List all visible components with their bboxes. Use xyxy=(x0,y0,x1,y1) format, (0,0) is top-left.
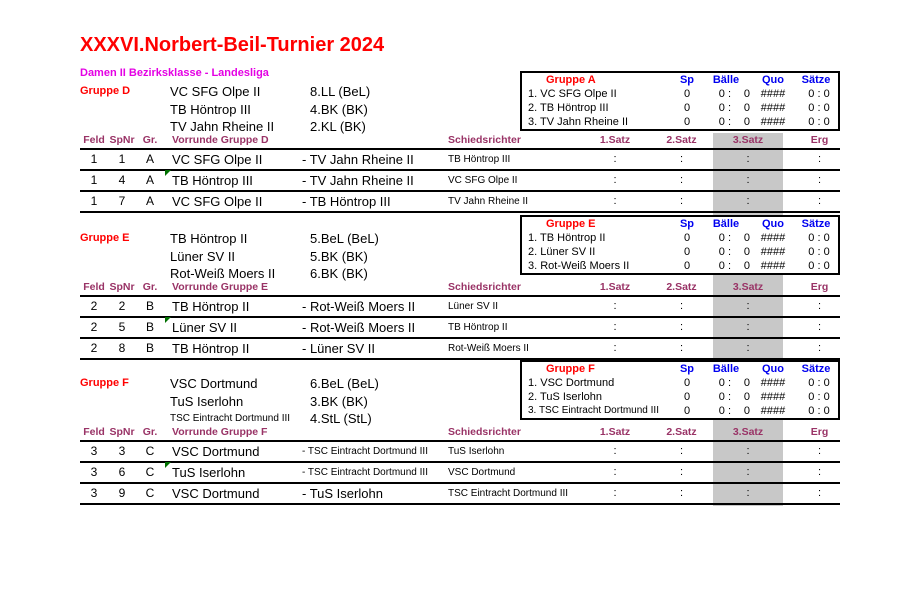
satz1-score-cell[interactable]: : xyxy=(613,300,617,312)
col-feld: Feld xyxy=(83,426,105,438)
standings-title: Gruppe A xyxy=(546,74,596,86)
col-feld: Feld xyxy=(83,281,105,293)
match-team1: Lüner SV II xyxy=(172,320,238,335)
match-schiedsrichter: VC SFG Olpe II xyxy=(448,175,518,186)
team-name: TuS Iserlohn xyxy=(170,393,244,409)
standings-saetze: 0 : 0 xyxy=(808,260,830,272)
match-feld: 3 xyxy=(90,444,98,458)
team-name: Lüner SV II xyxy=(170,248,236,264)
col-gr: Gr. xyxy=(142,426,158,438)
match-table-group-f xyxy=(80,425,840,505)
standings-saetze: 0 : 0 xyxy=(808,232,830,244)
team-rank: 4.BK (BK) xyxy=(310,101,368,117)
match-team1: TuS Iserlohn xyxy=(172,465,246,480)
standings-sp: 0 xyxy=(683,377,691,389)
match-schiedsrichter: Lüner SV II xyxy=(448,301,499,312)
col-satz2: 2.Satz xyxy=(666,426,697,438)
match-team1: VC SFG Olpe II xyxy=(172,194,263,209)
satz3-score-cell[interactable]: : xyxy=(746,195,750,207)
team-rank: 3.BK (BK) xyxy=(310,393,368,409)
match-feld: 1 xyxy=(90,173,98,187)
standings-saetze: 0 : 0 xyxy=(808,102,830,114)
standings-row xyxy=(522,404,838,418)
satz2-score-cell[interactable]: : xyxy=(679,487,684,499)
col-spnr: SpNr xyxy=(109,281,135,293)
standings-quo: #### xyxy=(760,260,786,272)
standings-baelle-right: 0 xyxy=(743,102,750,114)
match-team2: - TB Höntrop III xyxy=(302,194,391,209)
standings-team: 1. VC SFG Olpe II xyxy=(528,88,617,100)
standings-col-baelle: Bälle xyxy=(712,218,740,230)
standings-baelle-right: 0 xyxy=(743,391,750,403)
match-team2: - TSC Eintracht Dortmund III xyxy=(302,446,428,457)
match-gr: A xyxy=(145,152,154,166)
match-gr: C xyxy=(145,486,155,500)
satz2-score-cell[interactable]: : xyxy=(679,195,684,207)
match-feld: 2 xyxy=(90,320,98,334)
match-schiedsrichter: TuS Iserlohn xyxy=(448,446,505,457)
col-satz1: 1.Satz xyxy=(599,281,631,293)
col-round: Vorrunde Gruppe D xyxy=(172,134,269,146)
group-label: Gruppe E xyxy=(80,232,130,244)
col-spnr: SpNr xyxy=(109,426,135,438)
group-f-teamlist xyxy=(80,375,520,428)
team-row xyxy=(80,101,520,119)
match-team1: TB Höntrop II xyxy=(172,341,250,356)
satz1-score-cell[interactable]: : xyxy=(613,321,617,333)
standings-col-quo: Quo xyxy=(762,363,784,375)
tournament-subtitle: Damen II Bezirksklasse - Landesliga xyxy=(80,67,269,79)
standings-baelle-left: 0 : xyxy=(718,405,731,417)
standings-sp: 0 xyxy=(683,232,691,244)
match-row xyxy=(80,192,840,213)
match-gr: B xyxy=(145,320,154,334)
standings-title: Gruppe E xyxy=(546,218,596,230)
standings-quo: #### xyxy=(760,377,786,389)
team-name: TSC Eintracht Dortmund III xyxy=(170,413,291,424)
standings-baelle-right: 0 xyxy=(743,88,750,100)
erg-score-cell[interactable]: : xyxy=(817,487,822,499)
standings-saetze: 0 : 0 xyxy=(808,391,830,403)
standings-saetze: 0 : 0 xyxy=(808,405,830,417)
match-row xyxy=(80,171,840,192)
standings-team: 1. TB Höntrop II xyxy=(528,232,606,244)
standings-baelle-left: 0 : xyxy=(718,246,731,258)
col-erg: Erg xyxy=(810,281,829,293)
standings-sp: 0 xyxy=(683,88,691,100)
erg-score-cell[interactable]: : xyxy=(817,174,822,186)
erg-score-cell[interactable]: : xyxy=(817,195,822,207)
team-rank: 5.BK (BK) xyxy=(310,248,368,264)
col-satz3: 3.Satz xyxy=(732,134,764,146)
satz3-score-cell[interactable]: : xyxy=(746,342,750,354)
team-row xyxy=(80,393,520,411)
satz2-score-cell[interactable]: : xyxy=(679,174,684,186)
satz1-score-cell[interactable]: : xyxy=(613,153,617,165)
col-satz2: 2.Satz xyxy=(666,134,697,146)
match-team1: VSC Dortmund xyxy=(172,444,260,459)
match-row xyxy=(80,297,840,318)
erg-score-cell[interactable]: : xyxy=(817,153,822,165)
satz1-score-cell[interactable]: : xyxy=(613,445,617,457)
col-round: Vorrunde Gruppe E xyxy=(172,281,269,293)
standings-row xyxy=(522,376,838,390)
group-d-teamlist xyxy=(80,83,520,136)
satz1-score-cell[interactable]: : xyxy=(613,195,617,207)
match-feld: 3 xyxy=(90,465,98,479)
satz2-score-cell[interactable]: : xyxy=(679,445,684,457)
standings-row xyxy=(522,231,838,245)
satz3-score-cell[interactable]: : xyxy=(746,321,750,333)
standings-baelle-left: 0 : xyxy=(718,116,731,128)
standings-row xyxy=(522,101,838,115)
match-spnr: 9 xyxy=(118,486,126,500)
erg-score-cell[interactable]: : xyxy=(817,342,822,354)
match-table-header xyxy=(80,425,840,442)
satz3-score-cell[interactable]: : xyxy=(746,174,750,186)
standings-quo: #### xyxy=(760,391,786,403)
standings-baelle-left: 0 : xyxy=(718,391,731,403)
match-feld: 1 xyxy=(90,152,98,166)
standings-quo: #### xyxy=(760,405,786,417)
standings-row xyxy=(522,87,838,101)
standings-baelle-right: 0 xyxy=(743,246,750,258)
team-rank: 6.BK (BK) xyxy=(310,266,368,281)
standings-sp: 0 xyxy=(683,102,691,114)
match-team2: - Rot-Weiß Moers II xyxy=(302,320,416,335)
match-schiedsrichter: TSC Eintracht Dortmund III xyxy=(448,488,569,499)
satz1-score-cell[interactable]: : xyxy=(613,487,617,499)
standings-col-baelle: Bälle xyxy=(712,74,740,86)
cell-error-indicator-icon xyxy=(165,170,171,176)
match-team1: TB Höntrop II xyxy=(172,299,250,314)
standings-sp: 0 xyxy=(683,246,691,258)
match-schiedsrichter: Rot-Weiß Moers II xyxy=(448,343,529,354)
team-name: TB Höntrop II xyxy=(170,231,248,246)
match-spnr: 3 xyxy=(118,444,126,458)
col-erg: Erg xyxy=(810,134,829,146)
standings-sp: 0 xyxy=(683,405,691,417)
standings-saetze: 0 : 0 xyxy=(808,116,830,128)
col-erg: Erg xyxy=(810,426,829,438)
erg-score-cell[interactable]: : xyxy=(817,466,822,478)
match-gr: A xyxy=(145,194,154,208)
match-row xyxy=(80,150,840,171)
satz1-score-cell[interactable]: : xyxy=(613,466,617,478)
match-spnr: 5 xyxy=(118,320,126,334)
standings-box-group-a xyxy=(520,71,840,131)
satz3-score-cell[interactable]: : xyxy=(746,300,750,312)
standings-baelle-right: 0 xyxy=(743,232,750,244)
standings-col-saetze: Sätze xyxy=(801,218,831,230)
satz3-score-cell[interactable]: : xyxy=(746,466,750,478)
match-gr: B xyxy=(145,299,154,313)
match-team1: VC SFG Olpe II xyxy=(172,152,263,167)
match-row xyxy=(80,463,840,484)
team-rank: 5.BeL (BeL) xyxy=(310,231,379,246)
satz1-score-cell[interactable]: : xyxy=(613,174,617,186)
match-spnr: 7 xyxy=(118,194,126,208)
team-row xyxy=(80,230,520,248)
standings-baelle-right: 0 xyxy=(743,260,750,272)
satz3-score-cell[interactable]: : xyxy=(746,487,750,499)
match-team2: - TuS Iserlohn xyxy=(302,486,383,501)
standings-quo: #### xyxy=(760,88,786,100)
team-name: TB Höntrop III xyxy=(170,101,251,117)
team-name: VC SFG Olpe II xyxy=(170,84,261,99)
match-table-group-e xyxy=(80,280,840,360)
col-round: Vorrunde Gruppe F xyxy=(172,426,268,438)
match-gr: C xyxy=(145,444,155,458)
standings-team: 2. TuS Iserlohn xyxy=(528,391,602,403)
match-team2: - TV Jahn Rheine II xyxy=(302,152,414,167)
match-spnr: 1 xyxy=(118,152,126,166)
team-name: Rot-Weiß Moers II xyxy=(170,266,276,281)
standings-baelle-left: 0 : xyxy=(718,260,731,272)
col-gr: Gr. xyxy=(142,134,158,146)
match-team2: - Rot-Weiß Moers II xyxy=(302,299,416,314)
match-row xyxy=(80,339,840,360)
page-title: XXXVI.Norbert-Beil-Turnier 2024 xyxy=(80,34,385,56)
team-rank: 2.KL (BK) xyxy=(310,119,366,134)
standings-title: Gruppe F xyxy=(546,363,595,375)
standings-team: 3. TSC Eintracht Dortmund III xyxy=(528,405,659,416)
match-feld: 2 xyxy=(90,299,98,313)
standings-baelle-right: 0 xyxy=(743,116,750,128)
standings-baelle-left: 0 : xyxy=(718,88,731,100)
cell-error-indicator-icon xyxy=(165,317,171,323)
team-row xyxy=(80,83,520,101)
match-schiedsrichter: TB Höntrop II xyxy=(448,322,508,333)
match-gr: A xyxy=(145,173,154,187)
erg-score-cell[interactable]: : xyxy=(817,445,822,457)
match-feld: 3 xyxy=(90,486,98,500)
col-satz1: 1.Satz xyxy=(599,134,631,146)
group-label: Gruppe D xyxy=(80,85,131,97)
group-label: Gruppe F xyxy=(80,377,129,389)
col-schiedsrichter: Schiedsrichter xyxy=(448,134,521,146)
standings-baelle-right: 0 xyxy=(743,405,750,417)
satz2-score-cell[interactable]: : xyxy=(679,300,684,312)
standings-col-saetze: Sätze xyxy=(801,74,831,86)
col-satz3: 3.Satz xyxy=(732,281,764,293)
col-spnr: SpNr xyxy=(109,134,135,146)
team-rank: 4.StL (StL) xyxy=(310,411,372,426)
team-row xyxy=(80,248,520,266)
match-row xyxy=(80,318,840,339)
standings-box-group-e xyxy=(520,215,840,275)
erg-score-cell[interactable]: : xyxy=(817,321,822,333)
standings-quo: #### xyxy=(760,246,786,258)
group-e-teamlist xyxy=(80,230,520,283)
match-table-header xyxy=(80,280,840,297)
match-row xyxy=(80,442,840,463)
team-name: VSC Dortmund xyxy=(170,376,258,391)
col-schiedsrichter: Schiedsrichter xyxy=(448,281,521,293)
standings-col-saetze: Sätze xyxy=(801,363,831,375)
satz1-score-cell[interactable]: : xyxy=(613,342,617,354)
standings-header-row xyxy=(522,73,838,87)
match-spnr: 4 xyxy=(118,173,126,187)
standings-col-sp: Sp xyxy=(679,218,695,230)
match-table-header xyxy=(80,133,840,150)
match-feld: 2 xyxy=(90,341,98,355)
satz2-score-cell[interactable]: : xyxy=(679,342,684,354)
col-satz2: 2.Satz xyxy=(666,281,697,293)
standings-saetze: 0 : 0 xyxy=(808,246,830,258)
satz2-score-cell[interactable]: : xyxy=(679,321,684,333)
match-schiedsrichter: TB Höntrop III xyxy=(448,154,511,165)
team-name: TV Jahn Rheine II xyxy=(170,119,275,134)
match-team2: - TSC Eintracht Dortmund III xyxy=(302,467,428,478)
col-feld: Feld xyxy=(83,134,105,146)
standings-row xyxy=(522,390,838,404)
match-team1: TB Höntrop III xyxy=(172,173,253,188)
standings-col-sp: Sp xyxy=(679,363,695,375)
satz2-score-cell[interactable]: : xyxy=(679,153,684,165)
satz3-score-cell[interactable]: : xyxy=(746,153,750,165)
standings-saetze: 0 : 0 xyxy=(808,377,830,389)
standings-col-quo: Quo xyxy=(762,218,784,230)
satz3-score-cell[interactable]: : xyxy=(746,445,750,457)
col-gr: Gr. xyxy=(142,281,158,293)
cell-error-indicator-icon xyxy=(165,462,171,468)
standings-team: 3. TV Jahn Rheine II xyxy=(528,116,629,128)
standings-box-group-f xyxy=(520,360,840,420)
standings-team: 2. TB Höntrop III xyxy=(528,102,609,114)
match-spnr: 8 xyxy=(118,341,126,355)
standings-row xyxy=(522,245,838,259)
standings-sp: 0 xyxy=(683,260,691,272)
standings-team: 3. Rot-Weiß Moers II xyxy=(528,260,630,272)
standings-col-sp: Sp xyxy=(679,74,695,86)
satz2-score-cell[interactable]: : xyxy=(679,466,684,478)
standings-sp: 0 xyxy=(683,391,691,403)
standings-baelle-left: 0 : xyxy=(718,232,731,244)
match-schiedsrichter: TV Jahn Rheine II xyxy=(448,196,529,207)
standings-col-baelle: Bälle xyxy=(712,363,740,375)
match-schiedsrichter: VSC Dortmund xyxy=(448,467,516,478)
match-gr: C xyxy=(145,465,155,479)
match-row xyxy=(80,484,840,505)
col-satz1: 1.Satz xyxy=(599,426,631,438)
standings-col-quo: Quo xyxy=(762,74,784,86)
col-schiedsrichter: Schiedsrichter xyxy=(448,426,521,438)
standings-team: 2. Lüner SV II xyxy=(528,246,596,258)
standings-saetze: 0 : 0 xyxy=(808,88,830,100)
team-rank: 8.LL (BeL) xyxy=(310,84,371,99)
standings-baelle-right: 0 xyxy=(743,377,750,389)
match-table-group-d xyxy=(80,133,840,213)
standings-sp: 0 xyxy=(683,116,691,128)
match-team1: VSC Dortmund xyxy=(172,486,260,501)
team-rank: 6.BeL (BeL) xyxy=(310,376,379,391)
standings-quo: #### xyxy=(760,102,786,114)
col-satz3: 3.Satz xyxy=(732,426,764,438)
standings-row xyxy=(522,115,838,129)
match-feld: 1 xyxy=(90,194,98,208)
match-team2: - Lüner SV II xyxy=(302,341,375,356)
standings-quo: #### xyxy=(760,116,786,128)
standings-team: 1. VSC Dortmund xyxy=(528,377,615,389)
standings-baelle-left: 0 : xyxy=(718,102,731,114)
team-row xyxy=(80,375,520,393)
standings-quo: #### xyxy=(760,232,786,244)
erg-score-cell[interactable]: : xyxy=(817,300,822,312)
standings-row xyxy=(522,259,838,273)
match-team2: - TV Jahn Rheine II xyxy=(302,173,414,188)
standings-baelle-left: 0 : xyxy=(718,377,731,389)
match-spnr: 6 xyxy=(118,465,126,479)
match-gr: B xyxy=(145,341,154,355)
standings-header-row xyxy=(522,217,838,231)
standings-header-row xyxy=(522,362,838,376)
match-spnr: 2 xyxy=(118,299,126,313)
